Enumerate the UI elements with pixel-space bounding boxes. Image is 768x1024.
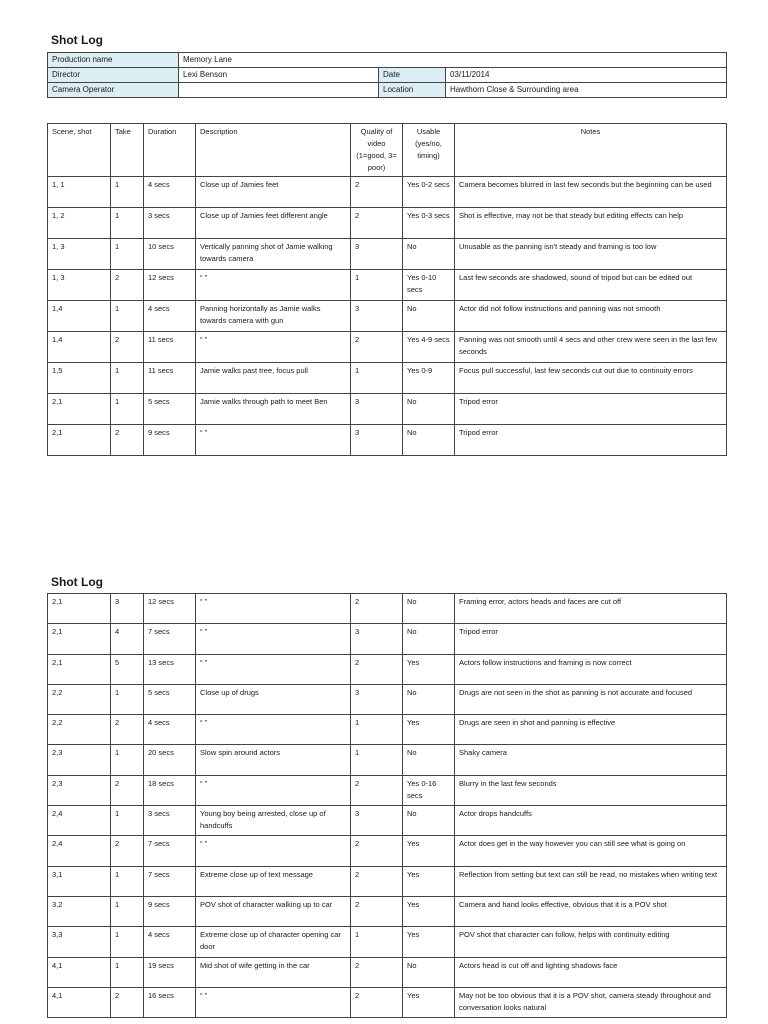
cell-take: 1 <box>111 301 144 332</box>
cell-description: Extreme close up of text message <box>196 866 351 896</box>
cell-scene: 3,3 <box>48 927 111 957</box>
cell-quality: 2 <box>351 654 403 684</box>
cell-duration: 7 secs <box>144 866 196 896</box>
director-value: Lexi Benson <box>179 68 379 83</box>
cell-description: Panning horizontally as Jamie walks towards camera with gun <box>196 301 351 332</box>
cell-notes: Camera becomes blurred in last few seconds but the beginning can be used <box>455 177 727 208</box>
cell-description: “ ” <box>196 594 351 624</box>
cell-usable: No <box>403 806 455 836</box>
cell-quality: 1 <box>351 715 403 745</box>
header-description: Description <box>196 124 351 177</box>
table-row <box>48 957 727 987</box>
cell-take: 2 <box>111 332 144 363</box>
table-row <box>48 624 727 654</box>
cell-quality: 1 <box>351 270 403 301</box>
cell-description: Close up of Jamies feet different angle <box>196 208 351 239</box>
location-label: Location <box>379 83 446 98</box>
production-info-table <box>47 52 727 98</box>
cell-notes: Last few seconds are shadowed, sound of tripod but can be edited out <box>455 270 727 301</box>
table-row <box>48 927 727 957</box>
table-row <box>48 301 727 332</box>
table-row <box>48 425 727 456</box>
cell-take: 1 <box>111 684 144 714</box>
cell-notes: Tripod error <box>455 425 727 456</box>
cell-scene: 2,2 <box>48 684 111 714</box>
header-quality: Quality of video (1=good, 3= poor) <box>351 124 403 177</box>
cell-scene: 2,4 <box>48 806 111 836</box>
cell-take: 2 <box>111 836 144 866</box>
shot-log-table-2 <box>47 593 727 1018</box>
date-label: Date <box>379 68 446 83</box>
cell-notes: Unusable as the panning isn't steady and framing is too low <box>455 239 727 270</box>
table-row <box>48 239 727 270</box>
production-name-value: Memory Lane <box>179 53 727 68</box>
cell-notes: Reflection from setting but text can still be read, no mistakes when writing text <box>455 866 727 896</box>
page-title-2: Shot Log <box>51 575 103 589</box>
page-title: Shot Log <box>51 33 103 47</box>
table-row <box>48 896 727 926</box>
cell-take: 1 <box>111 866 144 896</box>
cell-description: “ ” <box>196 624 351 654</box>
cell-scene: 2,1 <box>48 425 111 456</box>
cell-notes: Tripod error <box>455 394 727 425</box>
cell-quality: 1 <box>351 363 403 394</box>
cell-usable: No <box>403 301 455 332</box>
cell-take: 1 <box>111 806 144 836</box>
shot-log-table-1 <box>47 123 727 456</box>
cell-notes: Actor drops handcuffs <box>455 806 727 836</box>
cell-notes: Tripod error <box>455 624 727 654</box>
cell-scene: 3,1 <box>48 866 111 896</box>
cell-quality: 2 <box>351 987 403 1017</box>
camera-operator-label: Camera Operator <box>48 83 179 98</box>
cell-usable: Yes 0-16 secs <box>403 775 455 805</box>
cell-description: “ ” <box>196 715 351 745</box>
cell-duration: 4 secs <box>144 715 196 745</box>
cell-scene: 1,4 <box>48 301 111 332</box>
cell-scene: 2,3 <box>48 745 111 775</box>
cell-scene: 1, 2 <box>48 208 111 239</box>
cell-notes: May not be too obvious that it is a POV shot, camera steady throughout and conversation looks natural <box>455 987 727 1017</box>
cell-duration: 3 secs <box>144 806 196 836</box>
cell-scene: 2,2 <box>48 715 111 745</box>
cell-quality: 3 <box>351 394 403 425</box>
cell-description: “ ” <box>196 425 351 456</box>
cell-take: 1 <box>111 208 144 239</box>
header-usable: Usable (yes/no, timing) <box>403 124 455 177</box>
cell-usable: Yes 0-10 secs <box>403 270 455 301</box>
cell-scene: 2,1 <box>48 654 111 684</box>
cell-scene: 2,1 <box>48 624 111 654</box>
cell-duration: 9 secs <box>144 425 196 456</box>
cell-notes: Framing error, actors heads and faces are cut off <box>455 594 727 624</box>
cell-usable: No <box>403 745 455 775</box>
cell-take: 1 <box>111 896 144 926</box>
cell-scene: 1, 1 <box>48 177 111 208</box>
cell-notes: Panning was not smooth until 4 secs and other crew were seen in the last few seconds <box>455 332 727 363</box>
cell-usable: Yes <box>403 866 455 896</box>
cell-quality: 3 <box>351 684 403 714</box>
cell-quality: 2 <box>351 177 403 208</box>
cell-quality: 2 <box>351 775 403 805</box>
cell-duration: 12 secs <box>144 270 196 301</box>
cell-scene: 3,2 <box>48 896 111 926</box>
cell-notes: Blurry in the last few seconds <box>455 775 727 805</box>
cell-duration: 4 secs <box>144 927 196 957</box>
cell-quality: 2 <box>351 208 403 239</box>
cell-take: 4 <box>111 624 144 654</box>
cell-duration: 7 secs <box>144 624 196 654</box>
cell-notes: Drugs are not seen in the shot as panning is not accurate and focused <box>455 684 727 714</box>
cell-duration: 7 secs <box>144 836 196 866</box>
cell-duration: 4 secs <box>144 301 196 332</box>
cell-duration: 16 secs <box>144 987 196 1017</box>
cell-description: Young boy being arrested, close up of handcuffs <box>196 806 351 836</box>
cell-notes: Actors follow instructions and framing is now correct <box>455 654 727 684</box>
cell-quality: 2 <box>351 957 403 987</box>
cell-duration: 5 secs <box>144 394 196 425</box>
table-row <box>48 715 727 745</box>
cell-quality: 3 <box>351 239 403 270</box>
cell-take: 3 <box>111 594 144 624</box>
cell-scene: 2,1 <box>48 594 111 624</box>
cell-quality: 3 <box>351 301 403 332</box>
cell-quality: 1 <box>351 927 403 957</box>
table-row <box>48 594 727 624</box>
header-take: Take <box>111 124 144 177</box>
cell-duration: 18 secs <box>144 775 196 805</box>
cell-usable: No <box>403 594 455 624</box>
cell-notes: Camera and hand looks effective, obvious that it is a POV shot <box>455 896 727 926</box>
cell-usable: No <box>403 957 455 987</box>
date-value: 03/11/2014 <box>446 68 727 83</box>
cell-description: “ ” <box>196 270 351 301</box>
cell-take: 1 <box>111 177 144 208</box>
cell-usable: No <box>403 624 455 654</box>
cell-take: 2 <box>111 715 144 745</box>
cell-duration: 13 secs <box>144 654 196 684</box>
cell-take: 1 <box>111 394 144 425</box>
cell-description: Jamie walks through path to meet Ben <box>196 394 351 425</box>
director-label: Director <box>48 68 179 83</box>
cell-usable: Yes 4-9 secs <box>403 332 455 363</box>
cell-notes: Actor does get in the way however you can still see what is going on <box>455 836 727 866</box>
cell-duration: 3 secs <box>144 208 196 239</box>
cell-usable: Yes 0-9 <box>403 363 455 394</box>
cell-take: 2 <box>111 270 144 301</box>
header-notes: Notes <box>455 124 727 177</box>
cell-usable: Yes 0-2 secs <box>403 177 455 208</box>
cell-scene: 1,4 <box>48 332 111 363</box>
cell-usable: No <box>403 394 455 425</box>
cell-take: 2 <box>111 425 144 456</box>
cell-duration: 9 secs <box>144 896 196 926</box>
table-row <box>48 654 727 684</box>
header-scene-shot: Scene, shot <box>48 124 111 177</box>
cell-take: 1 <box>111 957 144 987</box>
cell-description: Close up of drugs <box>196 684 351 714</box>
cell-scene: 1, 3 <box>48 239 111 270</box>
cell-usable: Yes <box>403 987 455 1017</box>
cell-description: “ ” <box>196 836 351 866</box>
cell-take: 1 <box>111 927 144 957</box>
cell-take: 1 <box>111 363 144 394</box>
cell-notes: Focus pull successful, last few seconds cut out due to continuity errors <box>455 363 727 394</box>
cell-duration: 20 secs <box>144 745 196 775</box>
cell-notes: POV shot that character can follow, helps with continuity editing <box>455 927 727 957</box>
table-row <box>48 270 727 301</box>
camera-operator-value <box>179 83 379 98</box>
cell-duration: 10 secs <box>144 239 196 270</box>
cell-duration: 19 secs <box>144 957 196 987</box>
cell-description: Vertically panning shot of Jamie walking towards camera <box>196 239 351 270</box>
cell-usable: Yes <box>403 836 455 866</box>
cell-duration: 11 secs <box>144 332 196 363</box>
cell-notes: Shaky camera <box>455 745 727 775</box>
cell-scene: 1,5 <box>48 363 111 394</box>
cell-usable: No <box>403 684 455 714</box>
cell-scene: 2,4 <box>48 836 111 866</box>
table-row <box>48 208 727 239</box>
location-value: Hawthorn Close & Surrounding area <box>446 83 727 98</box>
cell-usable: No <box>403 425 455 456</box>
table-row <box>48 684 727 714</box>
cell-notes: Actors head is cut off and lighting shadows face <box>455 957 727 987</box>
cell-duration: 11 secs <box>144 363 196 394</box>
cell-usable: Yes <box>403 715 455 745</box>
cell-scene: 2,1 <box>48 394 111 425</box>
cell-quality: 2 <box>351 594 403 624</box>
cell-usable: Yes <box>403 654 455 684</box>
cell-scene: 1, 3 <box>48 270 111 301</box>
cell-scene: 4,1 <box>48 987 111 1017</box>
cell-description: Jamie walks past tree, focus pull <box>196 363 351 394</box>
cell-take: 2 <box>111 775 144 805</box>
cell-usable: Yes <box>403 896 455 926</box>
cell-description: Extreme close up of character opening car door <box>196 927 351 957</box>
table-row <box>48 806 727 836</box>
cell-usable: Yes 0-3 secs <box>403 208 455 239</box>
cell-quality: 2 <box>351 836 403 866</box>
cell-notes: Shot is effective, may not be that steady but editing effects can help <box>455 208 727 239</box>
cell-take: 1 <box>111 239 144 270</box>
cell-duration: 4 secs <box>144 177 196 208</box>
cell-quality: 2 <box>351 332 403 363</box>
table-row <box>48 332 727 363</box>
cell-notes: Drugs are seen in shot and panning is effective <box>455 715 727 745</box>
table-row <box>48 775 727 805</box>
cell-quality: 2 <box>351 866 403 896</box>
cell-take: 5 <box>111 654 144 684</box>
cell-description: “ ” <box>196 775 351 805</box>
cell-take: 2 <box>111 987 144 1017</box>
cell-quality: 2 <box>351 896 403 926</box>
cell-description: “ ” <box>196 332 351 363</box>
cell-description: Slow spin around actors <box>196 745 351 775</box>
cell-take: 1 <box>111 745 144 775</box>
cell-duration: 12 secs <box>144 594 196 624</box>
table-row <box>48 987 727 1017</box>
cell-scene: 4,1 <box>48 957 111 987</box>
cell-scene: 2,3 <box>48 775 111 805</box>
cell-quality: 3 <box>351 425 403 456</box>
table-row <box>48 363 727 394</box>
cell-description: POV shot of character walking up to car <box>196 896 351 926</box>
table-row <box>48 177 727 208</box>
table-row <box>48 394 727 425</box>
table-row <box>48 866 727 896</box>
cell-usable: Yes <box>403 927 455 957</box>
header-duration: Duration <box>144 124 196 177</box>
cell-description: Close up of Jamies feet <box>196 177 351 208</box>
cell-description: “ ” <box>196 654 351 684</box>
table-row <box>48 836 727 866</box>
cell-notes: Actor did not follow instructions and panning was not smooth <box>455 301 727 332</box>
cell-quality: 1 <box>351 745 403 775</box>
cell-quality: 3 <box>351 806 403 836</box>
production-name-label: Production name <box>48 53 179 68</box>
cell-usable: No <box>403 239 455 270</box>
cell-quality: 3 <box>351 624 403 654</box>
table-row <box>48 745 727 775</box>
cell-description: Mid shot of wife getting in the car <box>196 957 351 987</box>
cell-description: “ ” <box>196 987 351 1017</box>
cell-duration: 5 secs <box>144 684 196 714</box>
